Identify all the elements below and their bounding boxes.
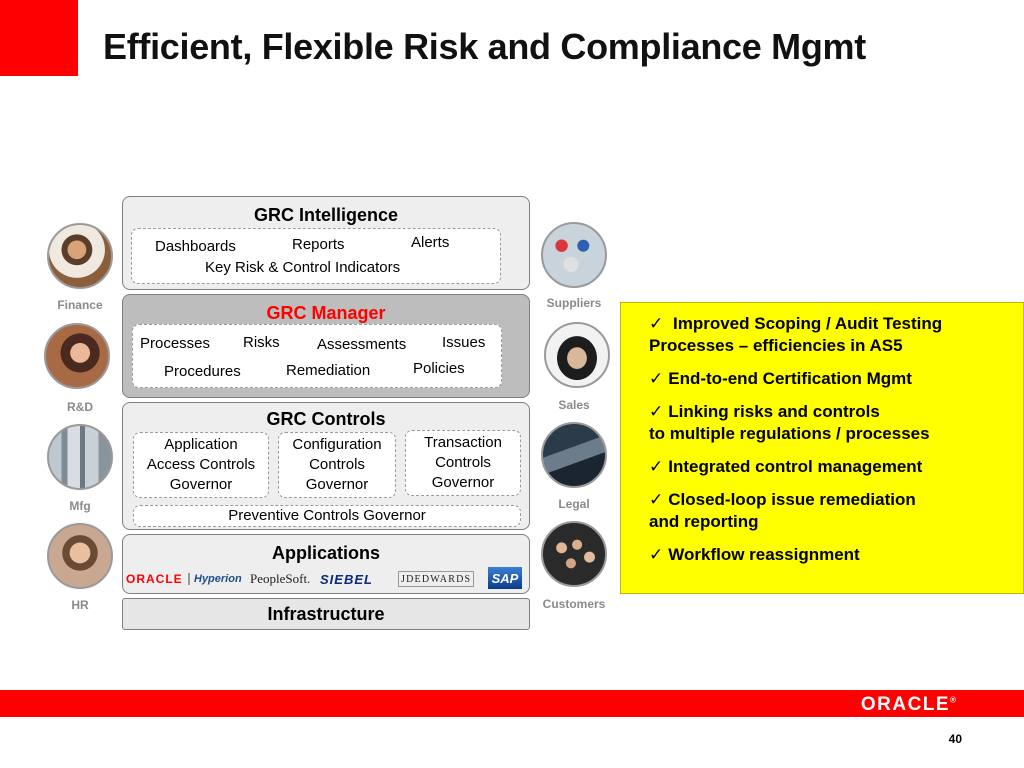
item-policies: Policies <box>413 360 465 377</box>
check-icon: ✓ <box>649 457 664 476</box>
preventive-controls-governor: Preventive Controls Governor <box>133 505 521 527</box>
finance-label: Finance <box>57 298 103 312</box>
transaction-controls-governor: Transaction Controls Governor <box>405 430 521 496</box>
configuration-controls-governor: Configuration Controls Governor <box>278 432 396 498</box>
hyperion-logo: Hyperion <box>194 573 242 585</box>
benefit-item: ✓ Linking risks and controls <box>649 402 880 421</box>
benefit-item-continued: and reporting <box>649 512 759 531</box>
check-icon: ✓ <box>649 402 664 421</box>
application-logos <box>126 566 526 592</box>
page-number: 40 <box>948 732 962 746</box>
grc-intelligence-heading: GRC Intelligence <box>253 205 399 225</box>
benefit-item: ✓ Workflow reassignment <box>649 545 860 564</box>
item-assessments: Assessments <box>317 336 407 353</box>
item-key-risk-indicators: Key Risk & Control Indicators <box>205 259 401 276</box>
rnd-photo <box>44 323 110 389</box>
grc-intelligence-items-box <box>131 228 501 284</box>
red-corner-block <box>0 0 78 76</box>
mfg-photo <box>47 424 113 490</box>
check-icon: ✓ <box>649 369 664 388</box>
item-procedures: Procedures <box>164 363 241 380</box>
benefit-item: ✓ End-to-end Certification Mgmt <box>649 369 912 388</box>
grc-manager-items-box <box>132 324 502 388</box>
grc-manager-panel <box>122 294 530 398</box>
item-risks: Risks <box>243 334 280 351</box>
legal-photo <box>541 422 607 488</box>
sap-logo: SAP <box>488 567 522 589</box>
slide-title: Efficient, Flexible Risk and Compliance Mgmt <box>103 26 866 67</box>
grc-intelligence-panel <box>122 196 530 290</box>
check-icon: ✓ <box>649 545 664 564</box>
grc-controls-panel <box>122 402 530 530</box>
benefit-item-continued: to multiple regulations / processes <box>649 424 930 443</box>
benefit-item: ✓ Improved Scoping / Audit Testing <box>649 314 943 333</box>
grc-manager-heading: GRC Manager <box>266 303 386 323</box>
hr-photo <box>47 523 113 589</box>
oracle-footer-logo: ORACLE® <box>860 694 956 715</box>
application-access-controls-governor: Application Access Controls Governor <box>133 432 269 498</box>
check-icon: ✓ <box>649 490 664 509</box>
check-icon: ✓ <box>649 314 664 333</box>
item-alerts: Alerts <box>411 234 450 251</box>
benefit-item: ✓ Integrated control management <box>649 457 923 476</box>
item-reports: Reports <box>292 236 345 253</box>
suppliers-photo <box>541 222 607 288</box>
infrastructure-heading: Infrastructure <box>267 604 385 624</box>
mfg-label: Mfg <box>69 499 91 513</box>
rnd-label: R&D <box>67 400 93 414</box>
sales-photo <box>544 322 610 388</box>
jdedwards-logo: JDEDWARDS <box>398 571 474 587</box>
hr-label: HR <box>71 598 89 612</box>
peoplesoft-logo: PeopleSoft. <box>250 571 311 586</box>
siebel-logo: SIEBEL <box>320 571 373 587</box>
benefits-box <box>620 302 1024 594</box>
oracle-app-logo: ORACLE <box>126 572 183 586</box>
applications-heading: Applications <box>271 543 380 563</box>
item-dashboards: Dashboards <box>155 238 236 255</box>
finance-photo <box>47 223 113 289</box>
logo-divider <box>188 573 190 585</box>
suppliers-label: Suppliers <box>546 296 602 310</box>
item-remediation: Remediation <box>286 362 371 379</box>
item-issues: Issues <box>442 334 486 351</box>
infrastructure-panel <box>122 598 530 630</box>
item-processes: Processes <box>140 335 211 352</box>
benefit-item: ✓ Closed-loop issue remediation <box>649 490 916 509</box>
customers-label: Customers <box>542 597 606 611</box>
benefit-item-continued: Processes – efficiencies in AS5 <box>649 336 903 355</box>
customers-photo <box>541 521 607 587</box>
sales-label: Sales <box>558 398 590 412</box>
legal-label: Legal <box>558 497 590 511</box>
grc-controls-heading: GRC Controls <box>266 409 386 429</box>
